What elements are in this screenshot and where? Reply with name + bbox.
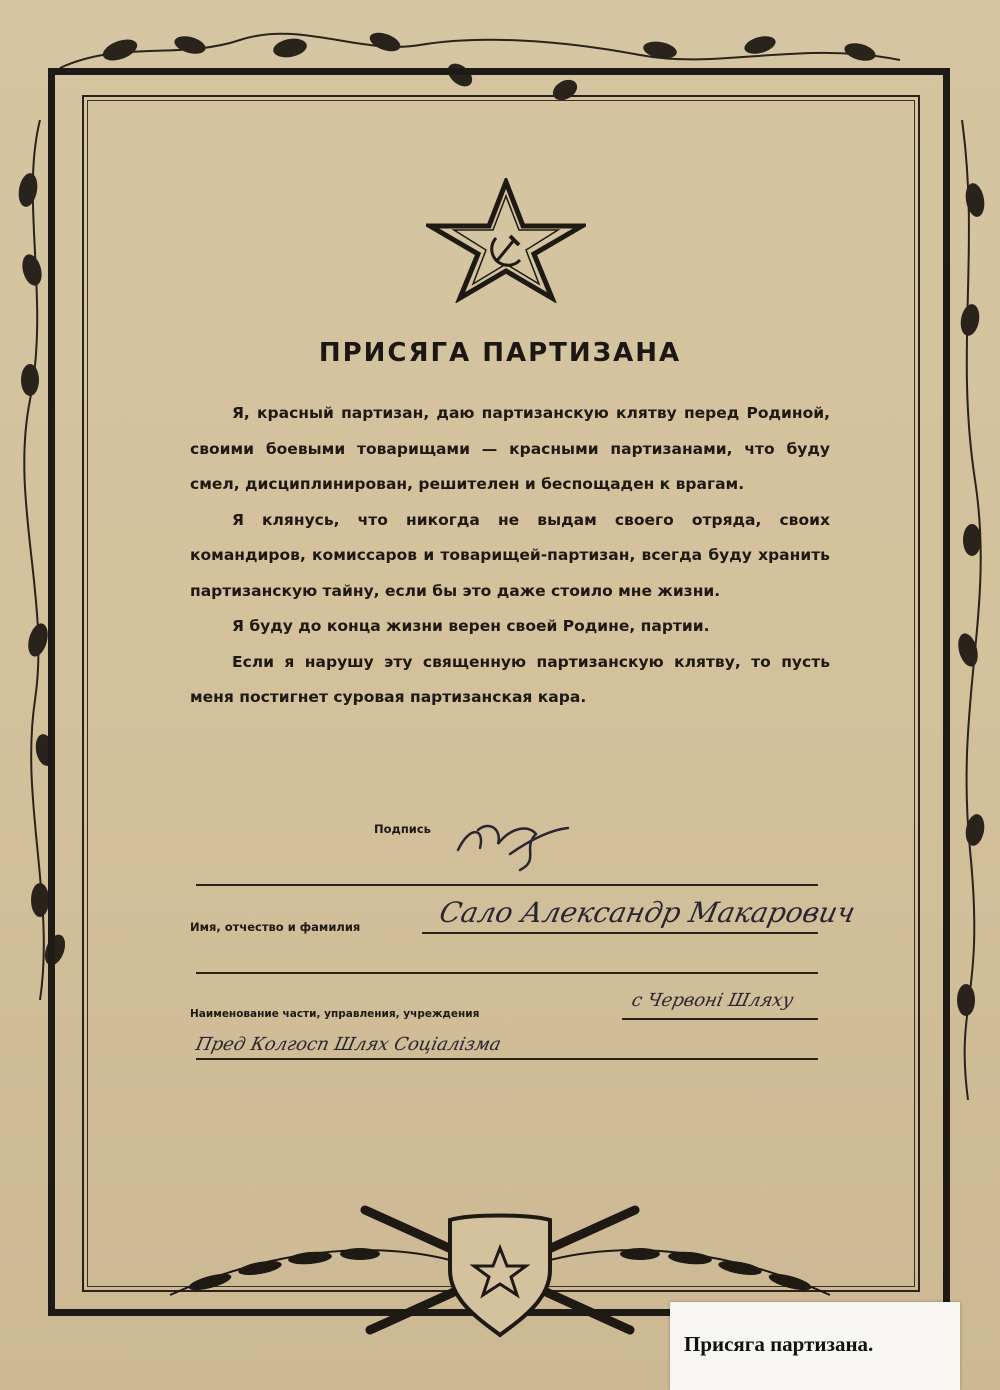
unit-line [622,1018,818,1020]
signature-line [196,884,818,886]
oath-paragraph: Я, красный партизан, даю партизанскую клятву перед Родиной, своими боевыми товарищами — красными партизанами, что буду смел, дисциплинирован, решителен и беспощаден к врагам. [190,404,830,493]
oath-paragraph: Если я нарушу эту священную партизанскую клятву, то пусть меня постигнет суровая партизанская кара. [190,652,830,706]
star-hammer-sickle-icon [426,178,586,303]
oath-paragraph: Я клянусь, что никогда не выдам своего отряда, своих командиров, комиссаров и товарищей-партизан, всегда буду хранить партизанскую тайну, если бы это даже стоило мне жизни. [190,510,830,600]
unit-value-2: Пред Колгосп Шлях Соціалізма [193,1034,503,1055]
name-line [422,932,818,934]
name-line-2 [196,972,818,974]
handwritten-signature [450,810,580,880]
signature-label: Подпись [374,822,431,836]
name-value: Сало Александр Макарович [436,896,859,929]
unit-label: Наименование части, управления, учреждения [190,1008,480,1020]
oath-paragraph: Я буду до конца жизни верен своей Родине, партии. [232,617,710,635]
unit-value-1: с Червоні Шляху [629,990,796,1011]
name-label: Имя, отчество и фамилия [190,920,361,934]
unit-line-2 [196,1058,818,1060]
exhibit-caption-card [670,1302,960,1390]
caption-text: Присяга партизана. [684,1332,874,1356]
oath-text [190,396,830,716]
page-title: ПРИСЯГА ПАРТИЗАНА [318,338,682,368]
